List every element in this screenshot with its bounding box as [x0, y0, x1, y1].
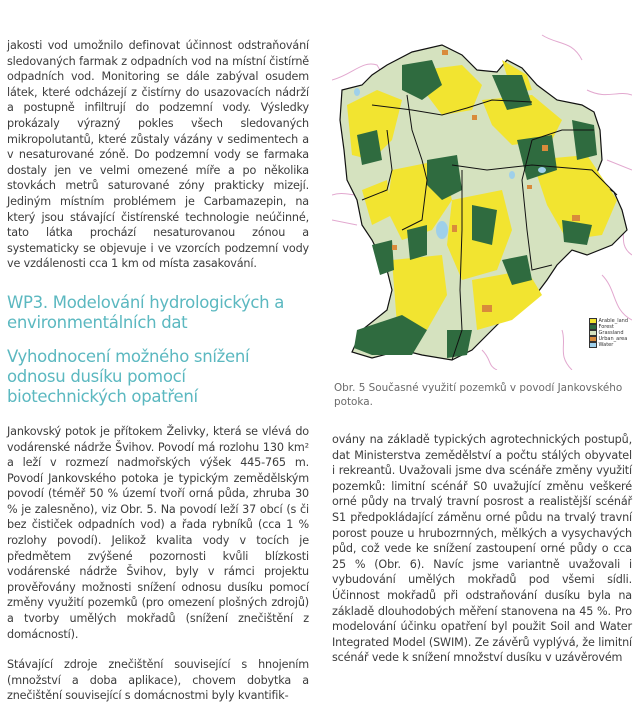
land-use-map	[332, 30, 632, 370]
legend-label: Forest	[598, 324, 614, 330]
subsection-heading: Vyhodnocení možného snížení odnosu dusíku pomocí biotechnických opatření	[7, 346, 250, 406]
intro-paragraph: jakosti vod umožnilo definovat účinnost odstraňování sledovaných farmak z odpadních vod na místní čistírně odpadních vod. Monitoring se dále zabýval osudem látek, které odcházejí z čistírny do usazovacích nádrží a postupně infiltrují do podzemní vody. Výsledky prokázaly výrazný pokles všech sledovaných mikropolutantů, které zůstaly vázány v sedimentech a v nesaturované zóně. Do podzemní vody se farmaka dostaly jen ve velmi omezené míře a po několika stovkách metrů saturované zóny prakticky mizejí. Jediným místním problémem je Carbamazepin, na který jsou stávající čistírenské technologie neúčinné, tato látka prochází nesaturovanou zónou a systematicky se objevuje i ve vzorcích podzemní vody ve vzdálenosti cca 1 km od místa zasakování.	[7, 39, 309, 271]
legend-item-water	[589, 342, 628, 348]
right-column	[332, 432, 632, 666]
section-heading: WP3. Modelování hydrologických a environmentálních dat	[7, 292, 285, 332]
map-legend	[589, 318, 628, 348]
legend-label: Urban_area	[598, 336, 628, 342]
water-swatch	[589, 342, 597, 348]
legend-label: Water	[598, 342, 614, 348]
body-paragraph-2: Stávající zdroje znečištění související s hnojením (množství a doba aplikace), chovem dobytka a znečištění související s domácnostmi byly kvantifik-	[7, 658, 309, 703]
figure-caption: Obr. 5 Současné využití pozemků v povodí Jankovského potoka.	[334, 382, 623, 408]
legend-label: Grassland	[598, 330, 624, 336]
body-paragraph-1: Jankovský potok je přítokem Želivky, která se vlévá do vodárenské nádrže Švihov. Povodí má rozlohu 130 km² a leží v rozmezí nadmořských výšek 445-765 m. Povodí Jankovského potoka je typickým zemědělským povodí (téměř 50 % území tvoří orná půda, zhruba 30 % je zalesněno), viz Obr. 5. Na povodí leží 37 obcí (s či bez čističek odpadních vod) a řada rybníků (cca 1 % rozlohy povodí). Jelikož kvalita vody v tocích je předmětem zvýšené pozornosti kvůli blízkosti vodárenské nádrže Švihov, byly v rámci projektu prověřovány možnosti snížení odnosu dusíku pomocí změny využití pozemků (pro omezení plošných zdrojů) a tvorby umělých mokřadů (snížení znečištění z domácností).	[7, 424, 309, 641]
left-column	[7, 38, 309, 704]
body-paragraph-3: ovány na základě typických agrotechnických postupů, dat Ministerstva zemědělství a počtu stálých obyvatel i rekreantů. Uvažovali jsme dva scénáře změny využití pozemků: limitní scénář S0 uvažující změnu veškeré orné půdy na trvalý travní posrost a realistější scénář S1 předpokládající záměnu orné půdu na trvalý travní porost pouze u hrubozrnných, mělkých a vysychavých půd, což vede ke snížení zastoupení orné půdy o cca 25 % (Obr. 6). Navíc jsme variantně uvažovali i vybudování umělých mokřadů pod všemi sídli. Účinnost mokřadů při odstraňování dusíku byla na základě dlouhodobých měření stanovena na 45 %. Pro modelování účinku opatření byl použit Soil and Water Integrated Model (SWIM). Ze závěrů vyplývá, že limitní scénář vede k snížení množství dusíku v uzávěrovém	[332, 433, 632, 665]
legend-label: Arable_land	[598, 318, 628, 324]
figure-land-use-map	[332, 30, 632, 360]
